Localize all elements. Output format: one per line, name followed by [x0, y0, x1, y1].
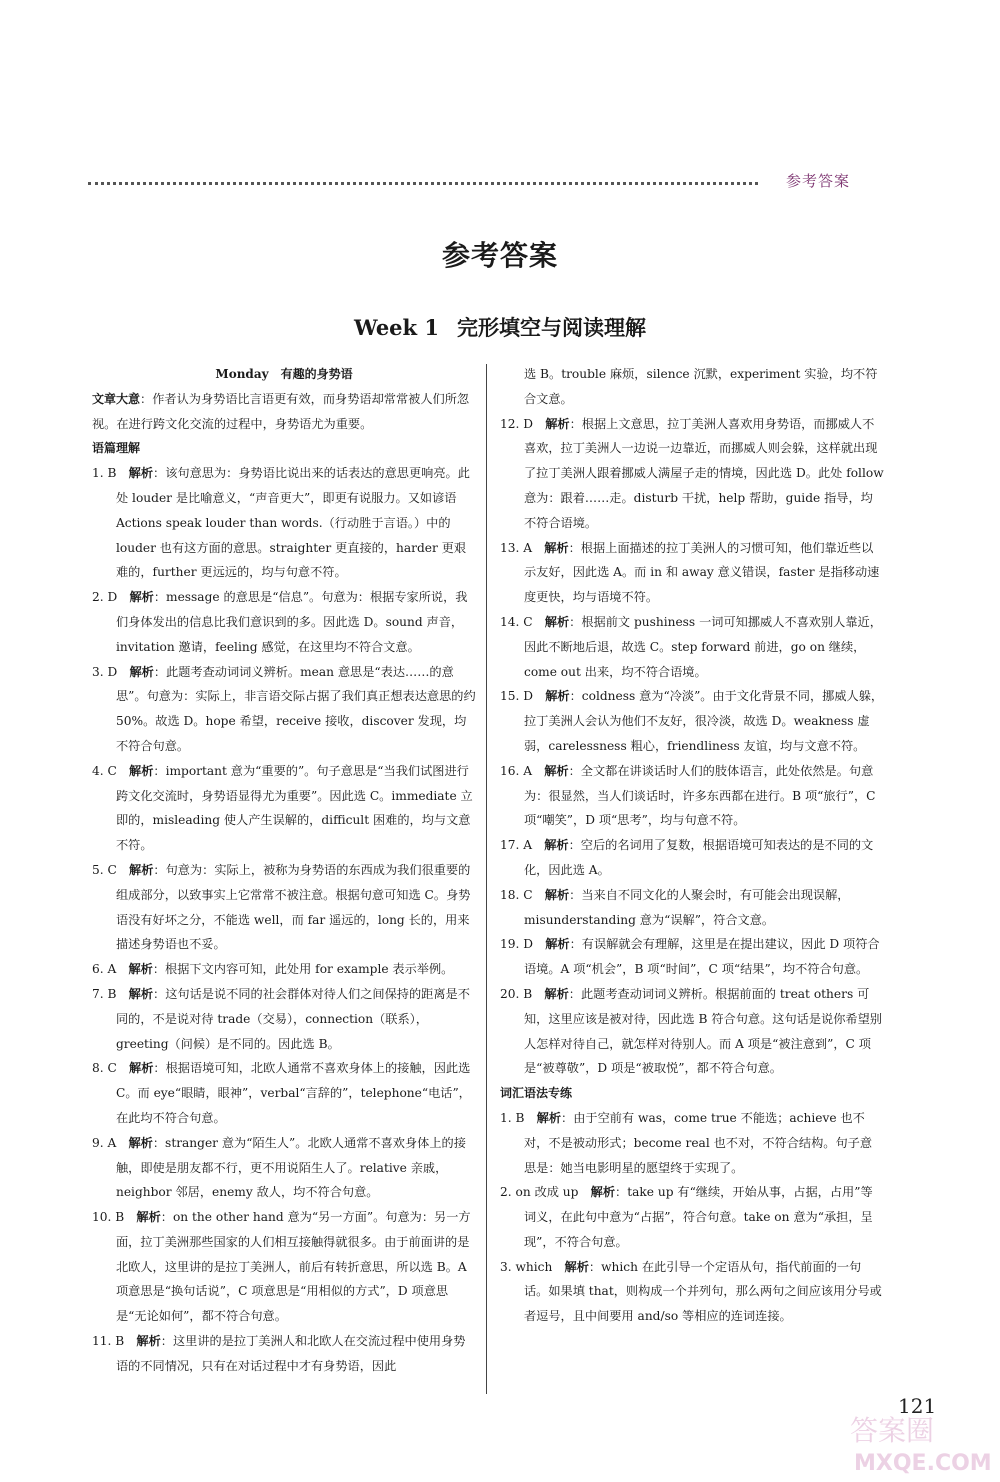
answer-number: 7. B: [92, 986, 117, 1001]
svg-text:答案圈: 答案圈: [850, 1414, 935, 1447]
answer-number: 2. D: [92, 590, 118, 605]
analysis-text: ：该句意思为：身势语比说出来的话表达的意思更响亮。此处 louder 是比喻意义，“声音更大”，即更有说服力。又如谚语 Actions speak louder than words.（行动胜于言语。）中的 louder 也有这方面的意思。straighter 更直接的，harder 更艰难的，further 更远远的，均与句意不符。: [116, 466, 470, 580]
analysis-tag: 解析: [544, 838, 569, 853]
analysis-text: ：句意为：实际上，被称为身势语的东西成为我们很重要的组成部分，以致事实上它常常不被注意。根据句意可知选 C。身势语没有好坏之分，不能选 well，而 far 遥远的，long 长的，用来描述身势语也不妥。: [116, 862, 471, 952]
answer-number: 1. B: [500, 1110, 525, 1125]
week-title-cn: 完形填空与阅读理解: [457, 316, 647, 340]
answer-number: 1. B: [92, 466, 117, 481]
analysis-text: ：important 意为“重要的”。句子意思是“当我们试图进行跨文化交流时，身势语显得尤为重要”。因此选 C。immediate 立即的，misleading 使人产生误解的，difficult 困难的，均与文意不符。: [116, 763, 473, 853]
analysis-tag: 解析: [129, 763, 154, 778]
vocab-answer-list: [500, 1106, 884, 1329]
analysis-text: ：这句话是说不同的社会群体对待人们之间保持的距离是不同的，不是说对待 trade（交易），connection（联系），greeting（问候）是不同的。因此选 B。: [116, 986, 470, 1051]
answer-item: [500, 932, 884, 982]
watermark-logo: [842, 1400, 992, 1476]
answer-number: 4. C: [92, 763, 117, 778]
analysis-tag: 解析: [590, 1185, 616, 1200]
answer-number: 5. C: [92, 862, 117, 877]
analysis-text: ：message 的意思是“信息”。句意为：根据专家所说，我们身体发出的信息比我们意识到的多。因此选 D。sound 声音，invitation 邀请，feeling 感觉，在这里均不符合文意。: [116, 590, 468, 654]
answer-item: [92, 660, 476, 759]
answer-number: 6. A: [92, 962, 117, 977]
section-heading-vocab: 词汇语法专练: [500, 1086, 573, 1101]
answer-number: 13. A: [500, 540, 533, 555]
answer-item: [500, 759, 884, 833]
analysis-text: ：这里讲的是拉丁美洲人和北欧人在交流过程中使用身势语的不同情况，只有在对话过程中才有身势语，因此: [116, 1334, 466, 1373]
answer-item: [92, 1205, 476, 1329]
analysis-tag: 解析: [136, 1210, 161, 1225]
week-title: [0, 312, 1000, 342]
analysis-text: ：根据下文内容可知，此处用 for example 表示举例。: [152, 962, 454, 977]
answer-item: [500, 412, 884, 536]
answer-item: [92, 1131, 476, 1205]
answer-number: 2. on 改成 up: [500, 1185, 579, 1200]
column-divider: [486, 364, 487, 1394]
analysis-text: ：由于空前有 was，come true 不能选；achieve 也不对，不是被动形式；become real 也不对，不符合结构。句子意思是：她当电影明星的愿望终于实现了。: [524, 1110, 873, 1175]
svg-text:MXQE.COM: MXQE.COM: [854, 1451, 992, 1476]
answer-number: 8. C: [92, 1061, 117, 1076]
analysis-text: ：当来自不同文化的人聚会时，有可能会出现误解，misunderstanding 意为“误解”，符合文意。: [524, 887, 850, 927]
analysis-tag: 解析: [128, 466, 154, 481]
summary-paragraph: [92, 387, 476, 437]
analysis-tag: 解析: [129, 590, 154, 605]
answer-item: [500, 1255, 884, 1329]
left-answer-list: [92, 461, 476, 1378]
analysis-tag: 解析: [128, 1135, 153, 1150]
section-heading-reading: 语篇理解: [92, 441, 141, 456]
analysis-tag: 解析: [136, 1334, 161, 1349]
answer-item: [92, 1056, 476, 1130]
analysis-tag: 解析: [128, 986, 154, 1001]
analysis-tag: 解析: [544, 887, 570, 902]
analysis-tag: 解析: [564, 1259, 589, 1274]
answer-item: [92, 982, 476, 1056]
analysis-tag: 解析: [545, 416, 570, 431]
analysis-text: ：空后的名词用了复数，根据语境可知表达的是不同的文化，因此选 A。: [524, 838, 874, 877]
continued-paragraph: 选 B。trouble 麻烦，silence 沉默，experiment 实验，均不符合文意。: [524, 367, 878, 406]
right-answer-list: [500, 412, 884, 1082]
answer-item: [500, 610, 884, 684]
answer-number: 19. D: [500, 937, 534, 952]
analysis-text: ：有误解就会有理解，这里是在提出建议，因此 D 项符合语境。A 项“机会”，B 项“时间”，C 项“结果”，均不符合句意。: [524, 937, 880, 977]
answer-item: [500, 833, 884, 883]
analysis-tag: 解析: [544, 540, 569, 555]
answer-number: 11. B: [92, 1334, 125, 1349]
answer-number: 10. B: [92, 1210, 125, 1225]
answer-item: [92, 585, 476, 659]
header-dotted-rule: [88, 182, 758, 185]
left-column: [92, 362, 476, 1379]
analysis-tag: 解析: [545, 689, 570, 704]
page-title: 参考答案: [441, 239, 558, 272]
answer-item: [92, 957, 476, 982]
analysis-text: ：stranger 意为“陌生人”。北欧人通常不喜欢身体上的接触，即使是朋友都不行，更不用说陌生人了。relative 亲戚，neighbor 邻居，enemy 敌人，均不符合句意。: [116, 1135, 466, 1200]
answer-item: [500, 982, 884, 1081]
answer-number: 18. C: [500, 887, 533, 902]
answer-item: [92, 759, 476, 858]
answer-item: [92, 1329, 476, 1379]
answer-number: 3. which: [500, 1259, 553, 1274]
answer-item: [500, 883, 884, 933]
analysis-text: ：此题考查动词词义辨析。mean 意思是“表达……的意思”。句意为：实际上，非言语交际占据了我们真正想表达意思的约 50%。故选 D。hope 希望，receive 接收，discover 发现，均不符合句意。: [116, 664, 476, 753]
answer-number: 3. D: [92, 664, 118, 679]
week-title-en: Week 1: [353, 315, 440, 340]
analysis-text: ：此题考查动词词义辨析。根据前面的 treat others 可知，这里应该是被对待，因此选 B 符合句意。这句话是说你希望别人怎样对待自己，就怎样对待别人。而 A 项是“被注意到”，C 项是“被尊敬”，D 项是“被取悦”，都不符合句意。: [524, 986, 882, 1076]
analysis-text: ：根据上文意思，拉丁美洲人喜欢用身势语，而挪威人不喜欢，拉丁美洲人一边说一边靠近，而挪威人则会躲，这样就出现了拉丁美洲人跟着挪威人满屋子走的情境，因此选 D。此处 follow 意为：跟着……走。disturb 干扰，help 帮助，guide 指导，均不符合语境。: [524, 416, 884, 530]
answer-item: [500, 536, 884, 610]
answer-item: [92, 858, 476, 957]
analysis-text: ：根据前文 pushiness 一词可知挪威人不喜欢别人靠近，因此不断地后退，故选 C。step forward 前进，go on 继续，come out 出来，均不符合语境。: [524, 614, 882, 679]
answer-number: 20. B: [500, 986, 533, 1001]
analysis-tag: 解析: [544, 986, 569, 1001]
answer-number: 15. D: [500, 689, 534, 704]
answer-number: 17. A: [500, 838, 533, 853]
answer-number: 14. C: [500, 614, 533, 629]
answer-item: [92, 461, 476, 585]
analysis-text: ：on the other hand 意为“另一方面”。句意为：另一方面，拉丁美洲那些国家的人们相互接触得就很多。由于前面讲的是北欧人，这里讲的是拉丁美洲人，前后有转折意思，所以选 B。A 项意思是“换句话说”，C 项意思是“用相似的方式”，D 项意思是“无论如何”，都不符合句意。: [116, 1210, 471, 1324]
answer-number: 9. A: [92, 1135, 117, 1150]
answer-item: [500, 1180, 884, 1254]
right-column: [500, 362, 884, 1329]
answer-item: [500, 684, 884, 758]
analysis-text: ：which 在此引导一个定语从句，指代前面的一句话。如果填 that，则构成一个并列句，那么两句之间应该用分号或者逗号，且中间要用 and/so 等相应的连词连接。: [524, 1259, 882, 1324]
answer-number: 16. A: [500, 763, 533, 778]
answer-item: [500, 1106, 884, 1180]
answer-number: 12. D: [500, 416, 534, 431]
day-subtitle: Monday 有趣的身势语: [215, 367, 353, 381]
running-header-label: 参考答案: [786, 172, 851, 190]
analysis-tag: 解析: [129, 1061, 154, 1076]
analysis-text: ：take up 有“继续，开始从事，占据，占用”等词义，在此句中意为“占据”，符合句意。take on 意为“承担，呈现”，不符合句意。: [524, 1185, 873, 1249]
analysis-text: ：全文都在讲谈话时人们的肢体语言，此处依然是。句意为：很显然，当人们谈话时，许多东西都在进行。B 项“旅行”，C 项“嘲笑”，D 项“思考”，均与句意不符。: [524, 763, 876, 828]
summary-label: 文章大意: [92, 391, 141, 406]
analysis-text: ：coldness 意为“冷淡”。由于文化背景不同，挪威人躲，拉丁美洲人会认为他们不友好，很冷淡，故选 D。weakness 虚弱，carelessness 粗心，friendliness 友谊，均与文意不符。: [524, 689, 884, 753]
analysis-tag: 解析: [536, 1110, 562, 1125]
analysis-tag: 解析: [129, 664, 154, 679]
analysis-tag: 解析: [128, 962, 153, 977]
analysis-text: ：根据语境可知，北欧人通常不喜欢身体上的接触，因此选 C。而 eye“眼睛，眼神”，verbal“言辞的”，telephone“电话”，在此均不符合句意。: [116, 1061, 471, 1125]
summary-text: ：作者认为身势语比言语更有效，而身势语却常常被人们所忽视。在进行跨文化交流的过程中，身势语尤为重要。: [92, 391, 470, 431]
analysis-text: ：根据上面描述的拉丁美洲人的习惯可知，他们靠近些以示友好，因此选 A。而 in 和 away 意义错误，faster 是指移动速度更快，均与语境不符。: [524, 540, 880, 605]
analysis-tag: 解析: [544, 614, 570, 629]
analysis-tag: 解析: [545, 937, 570, 952]
page-number: 121: [898, 1394, 937, 1418]
analysis-tag: 解析: [544, 763, 569, 778]
analysis-tag: 解析: [129, 862, 154, 877]
